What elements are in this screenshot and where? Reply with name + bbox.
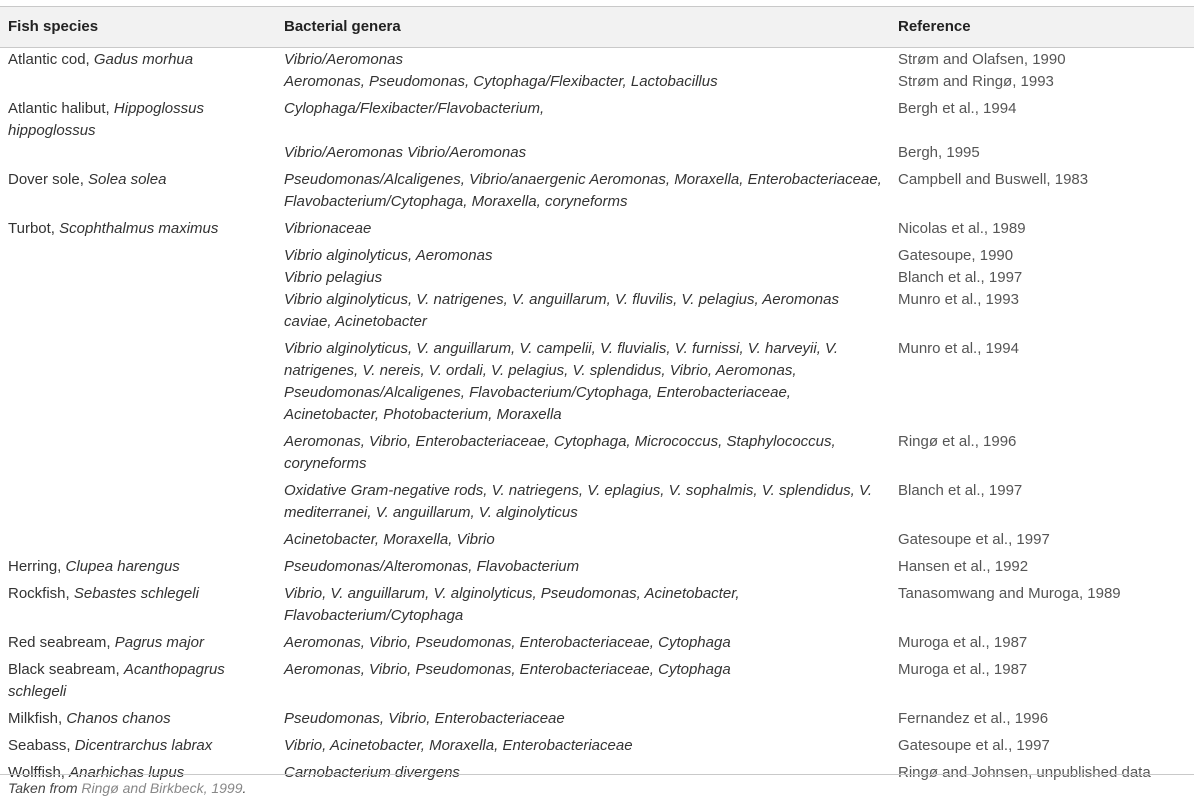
bacterial-genera-cell: Aeromonas, Vibrio, Pseudomonas, Enterobacteriaceae, Cytophaga — [284, 661, 731, 678]
fish-species-cell — [0, 426, 276, 475]
fish-latin-name: Clupea harengus — [65, 558, 180, 575]
table-row — [0, 164, 1194, 213]
fish-common-name: Red seabream, — [8, 634, 115, 651]
table-row — [0, 333, 1194, 426]
bacterial-genera-cell: Pseudomonas, Vibrio, Enterobacteriaceae — [284, 710, 565, 727]
table-row — [0, 551, 1194, 578]
table-row — [0, 142, 1194, 164]
table-row — [0, 71, 1194, 93]
bacteria-table — [0, 6, 1194, 786]
fish-species-cell — [0, 730, 276, 757]
fish-species-cell — [0, 475, 276, 524]
bacterial-genera-cell: Aeromonas, Pseudomonas, Cytophaga/Flexibacter, Lactobacillus — [284, 73, 718, 90]
table-row — [0, 703, 1194, 730]
bacterial-genera-cell: Pseudomonas/Alcaligenes, Vibrio/anaergenic Aeromonas, Moraxella, Enterobacteriaceae, Flavobacterium/Cytophaga, Moraxella, coryneforms — [284, 171, 882, 210]
fish-species-cell — [0, 551, 276, 578]
fish-common-name: Wolffish, — [8, 764, 70, 781]
bacterial-genera-cell: Vibrio pelagius — [284, 269, 383, 286]
fish-latin-name: Dicentrarchus labrax — [74, 737, 213, 754]
bacterial-genera-cell: Vibrio alginolyticus, V. natrigenes, V. anguillarum, V. fluvilis, V. pelagius, Aeromonas caviae, Acinetobacter — [284, 291, 839, 330]
bacterial-genera-cell: Vibrio alginolyticus, V. anguillarum, V. campelii, V. fluvialis, V. furnissi, V. harveyii, V. natrigenes, V. nereis, V. ordali, V. pelagius, V. splendidus, Vibrio, Aeromonas, Pseudomonas/Alcaligenes, Flavobacterium/Cytophaga, Enterobacteriaceae, Acinetobacter, Photobacterium, Moraxella — [284, 340, 839, 423]
fish-latin-name: Acanthopagrus schlegeli — [8, 661, 225, 700]
bacterial-genera-cell: Cylophaga/Flexibacter/Flavobacterium, — [284, 100, 545, 117]
fish-species-cell — [0, 48, 276, 72]
table-row — [0, 524, 1194, 551]
fish-common-name: Milkfish, — [8, 710, 67, 727]
bacterial-genera-cell: Pseudomonas/Alteromonas, Flavobacterium — [284, 558, 580, 575]
table-row — [0, 730, 1194, 757]
reference-cell: Blanch et al., 1997 — [898, 269, 1023, 286]
header-row — [0, 7, 1194, 48]
reference-cell: Munro et al., 1994 — [898, 340, 1019, 357]
reference-cell: Blanch et al., 1997 — [898, 482, 1023, 499]
fish-latin-name: Pagrus major — [114, 634, 204, 651]
reference-cell: Munro et al., 1993 — [898, 291, 1019, 308]
fish-latin-name: Anarhichas lupus — [69, 764, 185, 781]
header-reference: Reference — [890, 7, 1194, 48]
fish-common-name: Rockfish, — [8, 585, 74, 602]
bacterial-genera-cell: Oxidative Gram-negative rods, V. natriegens, V. eplagius, V. sophalmis, V. splendidus, V. mediterranei, V. anguillarum, V. alginolyticus — [284, 482, 873, 521]
reference-cell: Gatesoupe et al., 1997 — [898, 531, 1050, 548]
reference-cell: Strøm and Olafsen, 1990 — [898, 51, 1066, 68]
bacterial-genera-cell: Vibrio/Aeromonas Vibrio/Aeromonas — [284, 144, 527, 161]
fish-latin-name: Scophthalmus maximus — [59, 220, 219, 237]
table-row — [0, 475, 1194, 524]
header-bacterial-genera: Bacterial genera — [276, 7, 890, 48]
table-row — [0, 654, 1194, 703]
reference-cell: Nicolas et al., 1989 — [898, 220, 1026, 237]
fish-common-name: Black seabream, — [8, 661, 124, 678]
footnote — [8, 780, 246, 796]
fish-species-cell — [0, 240, 276, 267]
fish-latin-name: Sebastes schlegeli — [73, 585, 199, 602]
table-row — [0, 240, 1194, 267]
table-row — [0, 426, 1194, 475]
reference-cell: Campbell and Buswell, 1983 — [898, 171, 1089, 188]
reference-cell: Strøm and Ringø, 1993 — [898, 73, 1054, 90]
footnote-prefix: Taken from — [8, 780, 82, 796]
fish-latin-name: Hippoglossus hippoglossus — [8, 100, 204, 139]
bacterial-genera-cell: Vibrio, V. anguillarum, V. alginolyticus, Pseudomonas, Acinetobacter, Flavobacterium/Cytophaga — [284, 585, 740, 624]
reference-cell: Bergh et al., 1994 — [898, 100, 1017, 117]
fish-species-cell — [0, 578, 276, 627]
table-row — [0, 578, 1194, 627]
fish-common-name: Atlantic cod, — [8, 51, 94, 68]
table-row — [0, 627, 1194, 654]
bottom-rule — [0, 774, 1194, 775]
bacterial-genera-cell: Aeromonas, Vibrio, Pseudomonas, Enterobacteriaceae, Cytophaga — [284, 634, 731, 651]
reference-cell: Muroga et al., 1987 — [898, 661, 1028, 678]
reference-cell: Gatesoupe et al., 1997 — [898, 737, 1050, 754]
bacterial-genera-cell: Vibrio alginolyticus, Aeromonas — [284, 247, 493, 264]
fish-species-cell — [0, 142, 276, 164]
reference-cell: Muroga et al., 1987 — [898, 634, 1028, 651]
fish-common-name: Dover sole, — [8, 171, 89, 188]
table-row — [0, 213, 1194, 240]
footnote-citation-link[interactable]: Ringø and Birkbeck, 1999 — [81, 780, 243, 796]
reference-cell: Tanasomwang and Muroga, 1989 — [898, 585, 1121, 602]
fish-common-name: Seabass, — [8, 737, 75, 754]
bacterial-genera-cell: Vibrionaceae — [284, 220, 372, 237]
bacterial-genera-cell: Vibrio/Aeromonas — [284, 51, 403, 68]
bacterial-genera-cell: Acinetobacter, Moraxella, Vibrio — [284, 531, 495, 548]
footnote-suffix: . — [242, 780, 247, 796]
bacterial-genera-cell: Carnobacterium divergens — [284, 764, 460, 781]
reference-cell: Hansen et al., 1992 — [898, 558, 1029, 575]
fish-latin-name: Gadus morhua — [93, 51, 194, 68]
reference-cell: Fernandez et al., 1996 — [898, 710, 1049, 727]
fish-species-cell — [0, 333, 276, 426]
fish-latin-name: Solea solea — [88, 171, 167, 188]
fish-common-name: Herring, — [8, 558, 66, 575]
header-fish-species: Fish species — [0, 7, 276, 48]
reference-cell: Bergh, 1995 — [898, 144, 980, 161]
fish-species-cell — [0, 93, 276, 142]
fish-latin-name: Chanos chanos — [66, 710, 171, 727]
reference-cell: Gatesoupe, 1990 — [898, 247, 1014, 264]
fish-species-cell — [0, 289, 276, 333]
fish-species-cell — [0, 213, 276, 240]
table-row — [0, 48, 1194, 72]
table-row — [0, 267, 1194, 289]
fish-species-cell — [0, 71, 276, 93]
reference-cell: Ringø et al., 1996 — [898, 433, 1017, 450]
table-row — [0, 93, 1194, 142]
bacterial-genera-cell: Aeromonas, Vibrio, Enterobacteriaceae, Cytophaga, Micrococcus, Staphylococcus, coryneforms — [284, 433, 836, 472]
fish-species-cell — [0, 627, 276, 654]
fish-common-name: Turbot, — [8, 220, 60, 237]
table-row — [0, 289, 1194, 333]
fish-species-cell — [0, 524, 276, 551]
table-body — [0, 48, 1194, 787]
bacterial-genera-cell: Vibrio, Acinetobacter, Moraxella, Enterobacteriaceae — [284, 737, 633, 754]
fish-species-cell — [0, 654, 276, 703]
fish-common-name: Atlantic halibut, — [8, 100, 114, 117]
fish-species-cell — [0, 703, 276, 730]
fish-species-cell — [0, 267, 276, 289]
fish-species-cell — [0, 164, 276, 213]
reference-cell: Ringø and Johnsen, unpublished data — [898, 764, 1151, 781]
